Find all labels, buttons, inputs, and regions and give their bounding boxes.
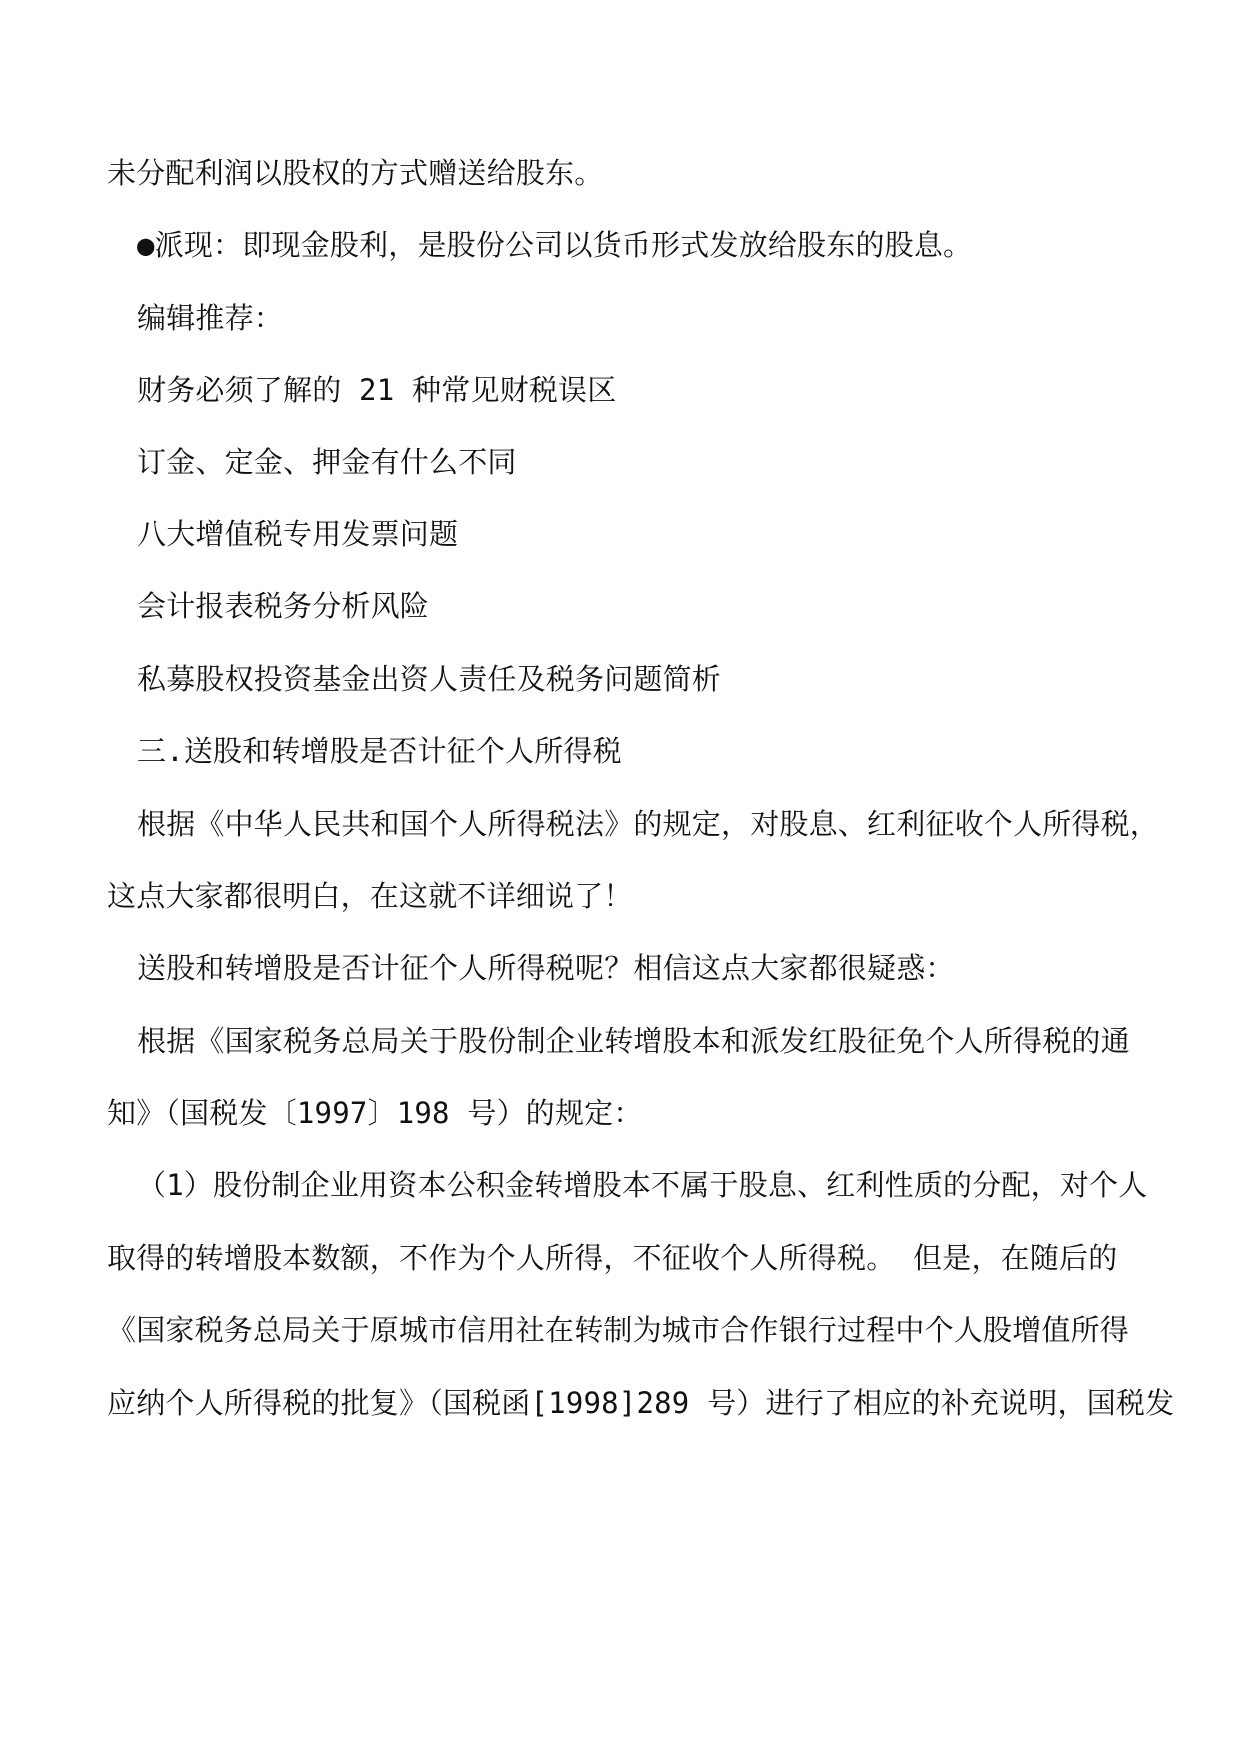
recommended-link[interactable]: 财务必须了解的 21 种常见财税误区 bbox=[137, 373, 617, 407]
paragraph-line: 《国家税务总局关于原城市信用社在转制为城市合作银行过程中个人股增值所得 bbox=[107, 1313, 1130, 1347]
section-heading: 编辑推荐： bbox=[137, 301, 284, 335]
paragraph-line: 根据《国家税务总局关于股份制企业转增股本和派发红股征免个人所得税的通 bbox=[137, 1024, 1130, 1058]
paragraph-line: 根据《中华人民共和国个人所得税法》的规定，对股息、红利征收个人所得税， bbox=[137, 807, 1160, 841]
paragraph-line: 送股和转增股是否计征个人所得税呢？相信这点大家都很疑惑： bbox=[137, 951, 955, 985]
paragraph-line: 知》（国税发〔1997〕198 号）的规定： bbox=[107, 1096, 643, 1130]
recommended-link[interactable]: 会计报表税务分析风险 bbox=[137, 589, 430, 623]
bullet-paragraph: ●派现：即现金股利，是股份公司以货币形式发放给股东的股息。 bbox=[137, 228, 973, 262]
section-heading: 三.送股和转增股是否计征个人所得税 bbox=[137, 734, 622, 768]
recommended-link[interactable]: 订金、定金、押金有什么不同 bbox=[137, 445, 517, 479]
recommended-link[interactable]: 私募股权投资基金出资人责任及税务问题简析 bbox=[137, 662, 722, 696]
paragraph-line: 应纳个人所得税的批复》（国税函[1998]289 号）进行了相应的补充说明，国税发 bbox=[107, 1386, 1175, 1420]
paragraph-line: 未分配利润以股权的方式赠送给股东。 bbox=[107, 156, 604, 190]
recommended-link[interactable]: 八大增值税专用发票问题 bbox=[137, 517, 459, 551]
paragraph-line: （1）股份制企业用资本公积金转增股本不属于股息、红利性质的分配，对个人 bbox=[137, 1168, 1148, 1202]
paragraph-line: 取得的转增股本数额，不作为个人所得，不征收个人所得税。 但是，在随后的 bbox=[107, 1241, 1118, 1275]
paragraph-line: 这点大家都很明白，在这就不详细说了！ bbox=[107, 879, 633, 913]
